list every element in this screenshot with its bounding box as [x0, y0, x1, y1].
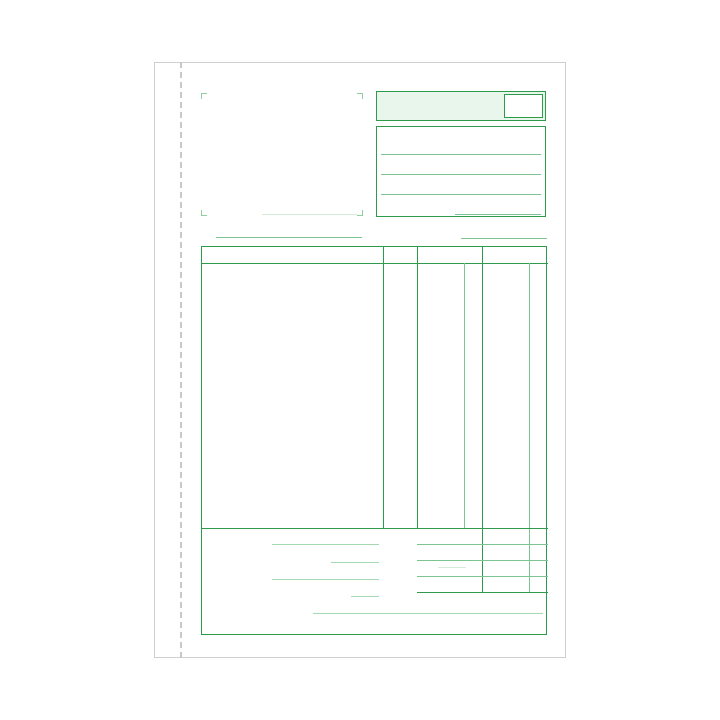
seller-vat-line [262, 214, 357, 215]
discount-line [351, 596, 379, 597]
payment-method-line [272, 579, 379, 580]
seller-corner-bl [201, 210, 207, 216]
col-sep-designation [383, 247, 384, 528]
date-line [216, 237, 362, 238]
col-sep-price [482, 247, 483, 592]
col-sep-price-cents [464, 263, 465, 528]
billing-address-line [313, 613, 543, 614]
payment-date-line [272, 544, 379, 545]
client-vat-line [455, 214, 541, 215]
invoice-number [504, 94, 543, 118]
tva-line [417, 560, 548, 561]
seller-corner-tl [201, 93, 207, 99]
ttc-line-bottom [417, 592, 548, 593]
delivery-date-line [331, 562, 379, 563]
seller-corner-tr [357, 93, 363, 99]
col-sep-quantity [417, 247, 418, 528]
order-line [461, 238, 547, 239]
total-ht-line [417, 544, 548, 545]
client-line-2 [381, 174, 541, 175]
ttc-line-top [417, 576, 548, 577]
client-box [376, 126, 546, 217]
table-header-divider [202, 263, 548, 264]
invoice-table [201, 246, 547, 635]
perforation-line [180, 62, 182, 658]
client-line-3 [381, 194, 541, 195]
col-sep-total-cents [529, 263, 530, 592]
client-line-1 [381, 154, 541, 155]
seller-corner-br [357, 210, 363, 216]
tva-rate-line [438, 567, 466, 568]
table-body-bottom [202, 528, 548, 529]
